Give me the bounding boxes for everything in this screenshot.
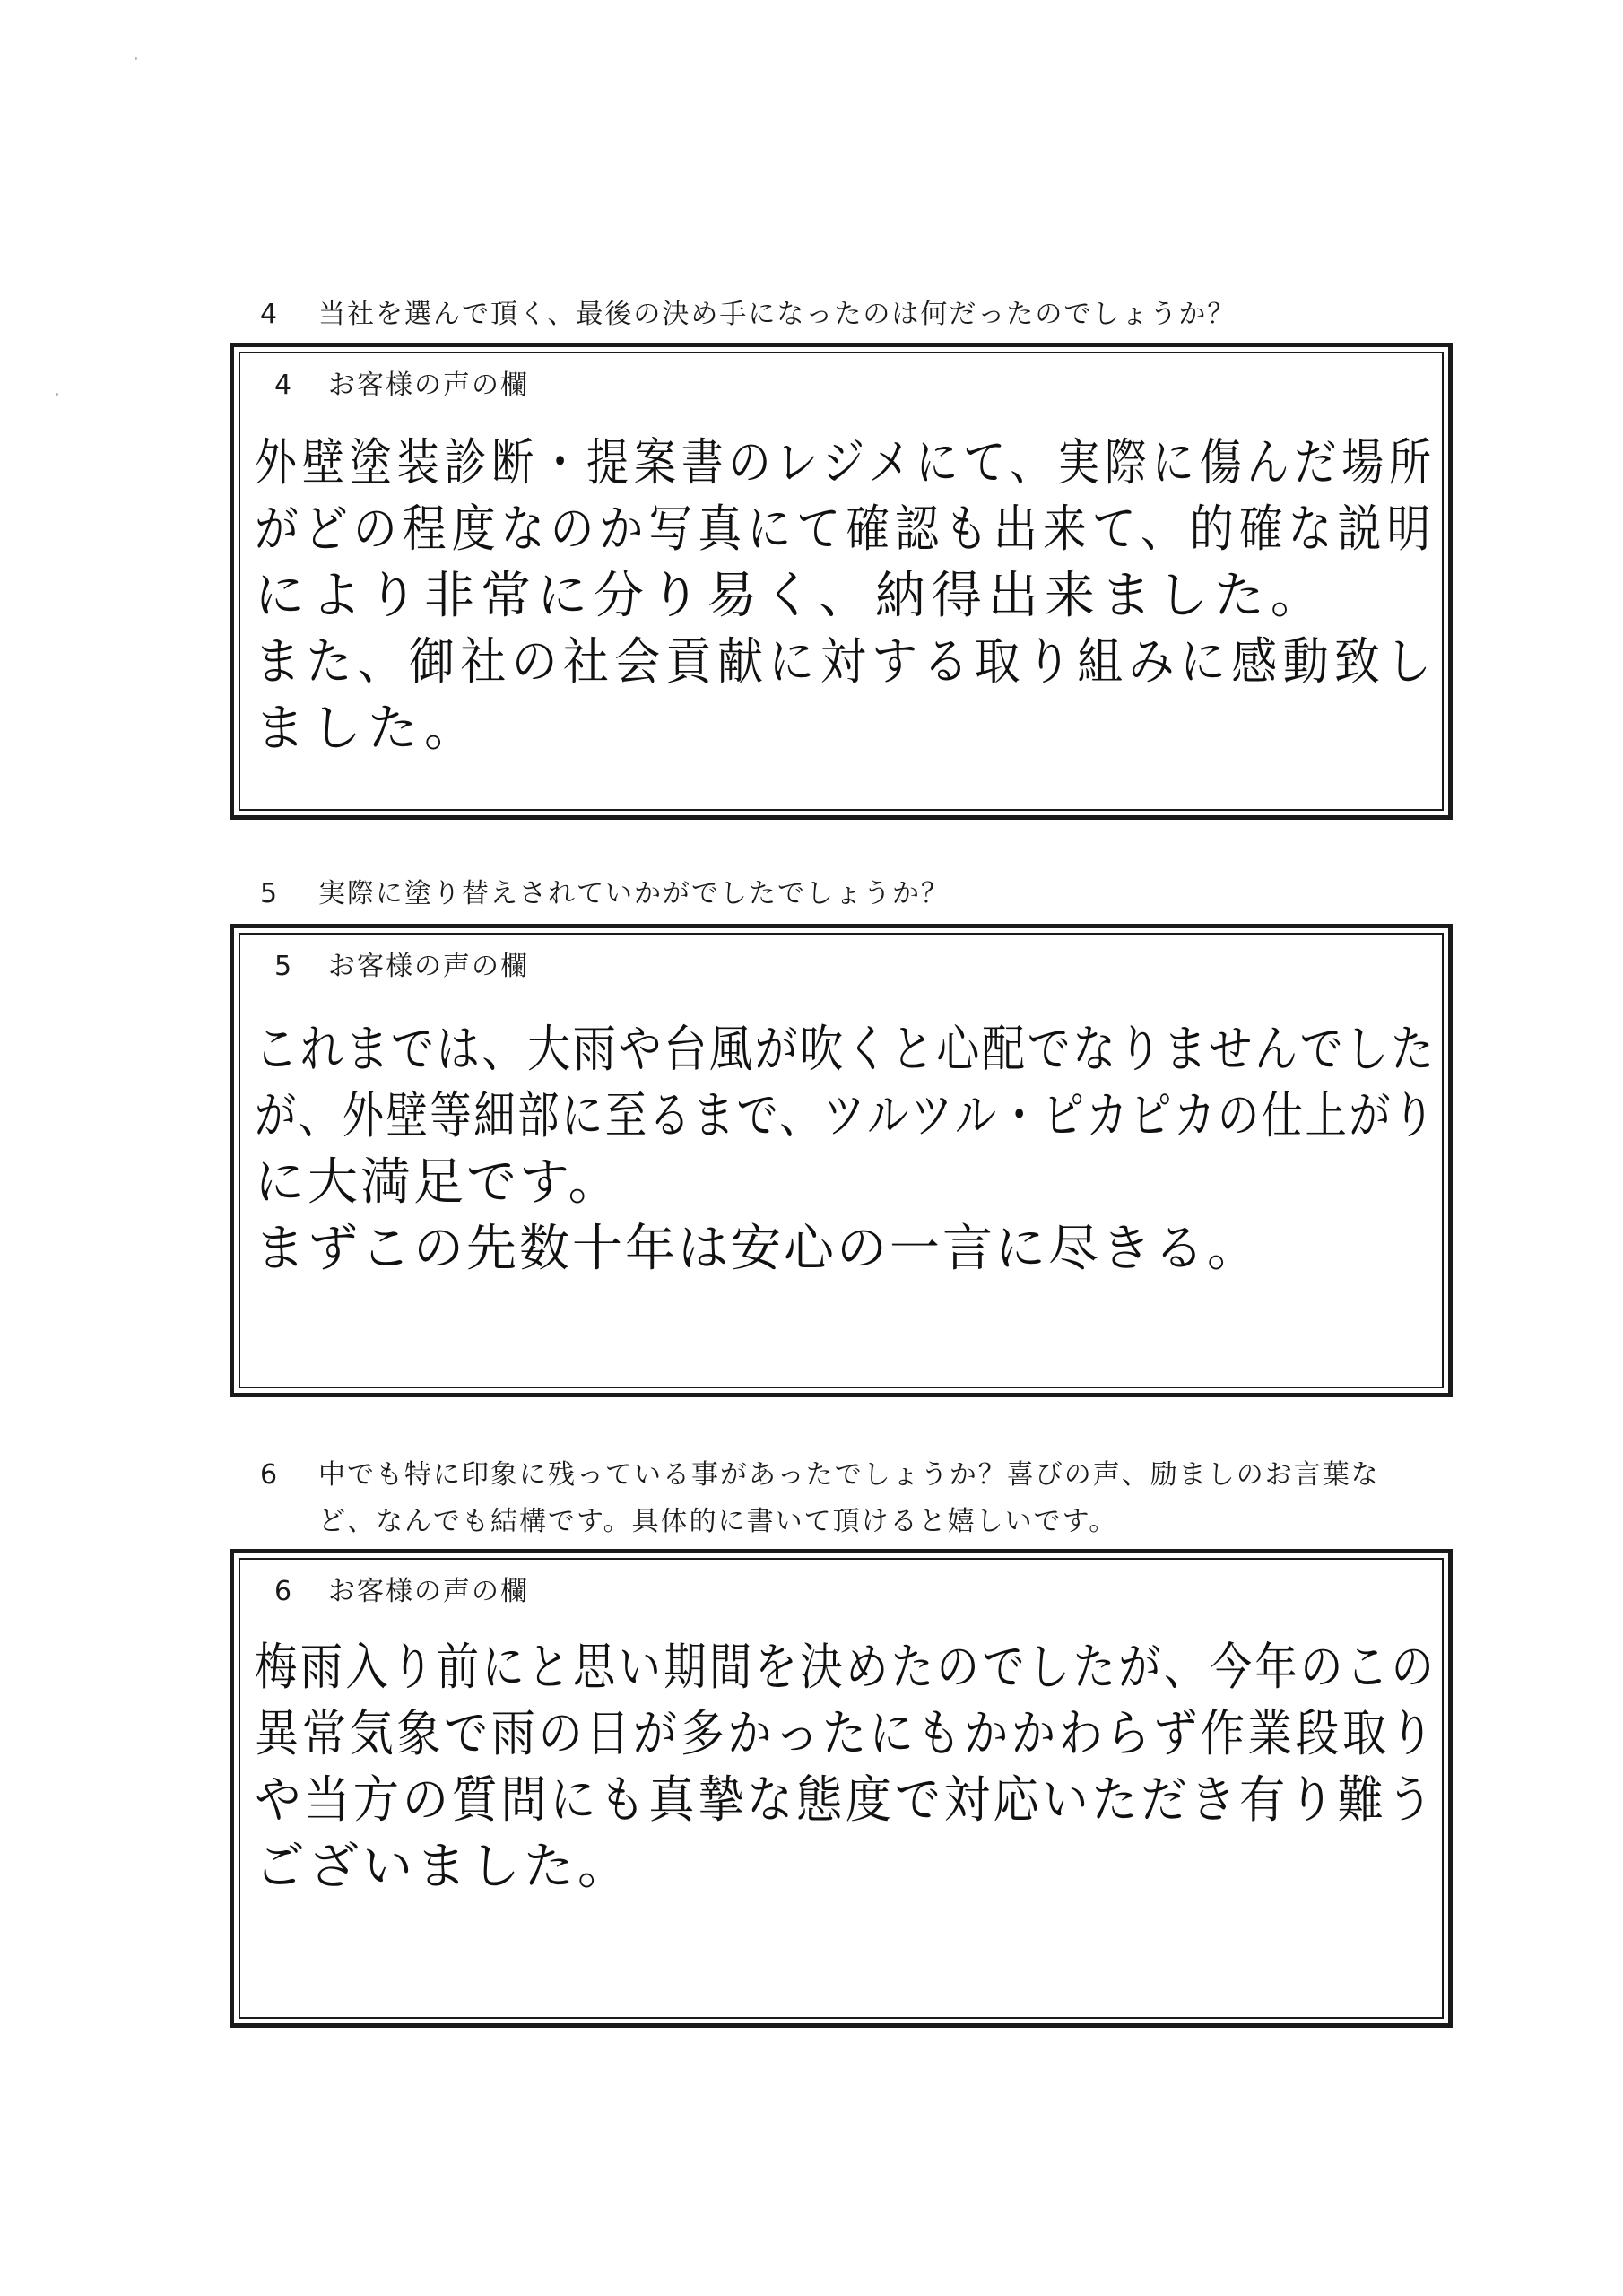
scan-speck: [135, 57, 137, 60]
answer-line: が、外壁等細部に至るまで、ツルツル・ピカピカの仕上がり: [255, 1087, 1437, 1145]
box-label-text: お客様の声の欄: [328, 370, 529, 401]
answer-line: ございました。: [255, 1838, 631, 1896]
answer-box-4: [230, 343, 1453, 820]
handwritten-answer: [255, 1017, 1436, 1283]
box-label-text: お客様の声の欄: [328, 1576, 529, 1607]
answer-box-inner: [239, 352, 1444, 811]
box-label: [274, 949, 529, 985]
answer-line: に大満足です。: [255, 1153, 621, 1212]
box-label-number: 6: [274, 1576, 294, 1607]
box-label-number: 5: [274, 951, 294, 982]
answer-line: がどの程度なのか写真にて確認も出来て、的確な説明: [255, 500, 1436, 559]
question-number: 6: [260, 1459, 280, 1491]
question-text: 実際に塗り替えされていかがでしたでしょうか？: [318, 878, 950, 909]
answer-line: 梅雨入り前にと思い期間を決めたのでしたが、今年のこの: [255, 1639, 1437, 1697]
answer-line: ました。: [255, 700, 481, 758]
question-text: 当社を選んで頂く、最後の決め手になったのは何だったのでしょうか？: [318, 299, 1237, 330]
answer-line: また、御社の社会貢献に対する取り組みに感動致し: [255, 633, 1437, 691]
answer-box-inner: [239, 933, 1444, 1388]
answer-box-6: [230, 1549, 1453, 2028]
question-text-line-2: ど、なんでも結構です。具体的に書いて頂けると嬉しいです。: [318, 1506, 1118, 1537]
answer-line: 異常気象で雨の日が多かったにもかかわらず作業段取り: [255, 1705, 1437, 1763]
question-number: 5: [260, 878, 280, 909]
question-6: [260, 1453, 1380, 1498]
box-label-number: 4: [274, 370, 294, 401]
answer-line: これまでは、大雨や台風が吹くと心配でなりませんでした: [255, 1021, 1436, 1079]
answer-line: 外壁塗装診断・提案書のレジメにて、実際に傷んだ場所: [255, 434, 1436, 492]
box-label: [274, 1574, 529, 1610]
answer-line: や当方の質問にも真摯な態度で対応いただき有り難う: [255, 1771, 1436, 1830]
box-label: [274, 368, 529, 404]
answer-box-inner: [239, 1558, 1444, 2019]
question-text-line-1: 中でも特に印象に残っている事があったでしょうか？喜びの声、励ましのお言葉な: [318, 1459, 1380, 1491]
box-label-text: お客様の声の欄: [328, 951, 529, 982]
question-4: [260, 292, 1236, 337]
answer-box-5: [230, 924, 1453, 1397]
handwritten-answer: [255, 430, 1436, 762]
answer-line: により非常に分り易く、納得出来ました。: [255, 567, 1327, 625]
question-number: 4: [260, 299, 280, 330]
question-5: [260, 872, 950, 917]
handwritten-answer: [255, 1635, 1436, 1900]
question-6-continued: [318, 1500, 1117, 1544]
scan-speck: [56, 393, 58, 396]
answer-line: まずこの先数十年は安心の一言に尽きる。: [255, 1220, 1260, 1278]
